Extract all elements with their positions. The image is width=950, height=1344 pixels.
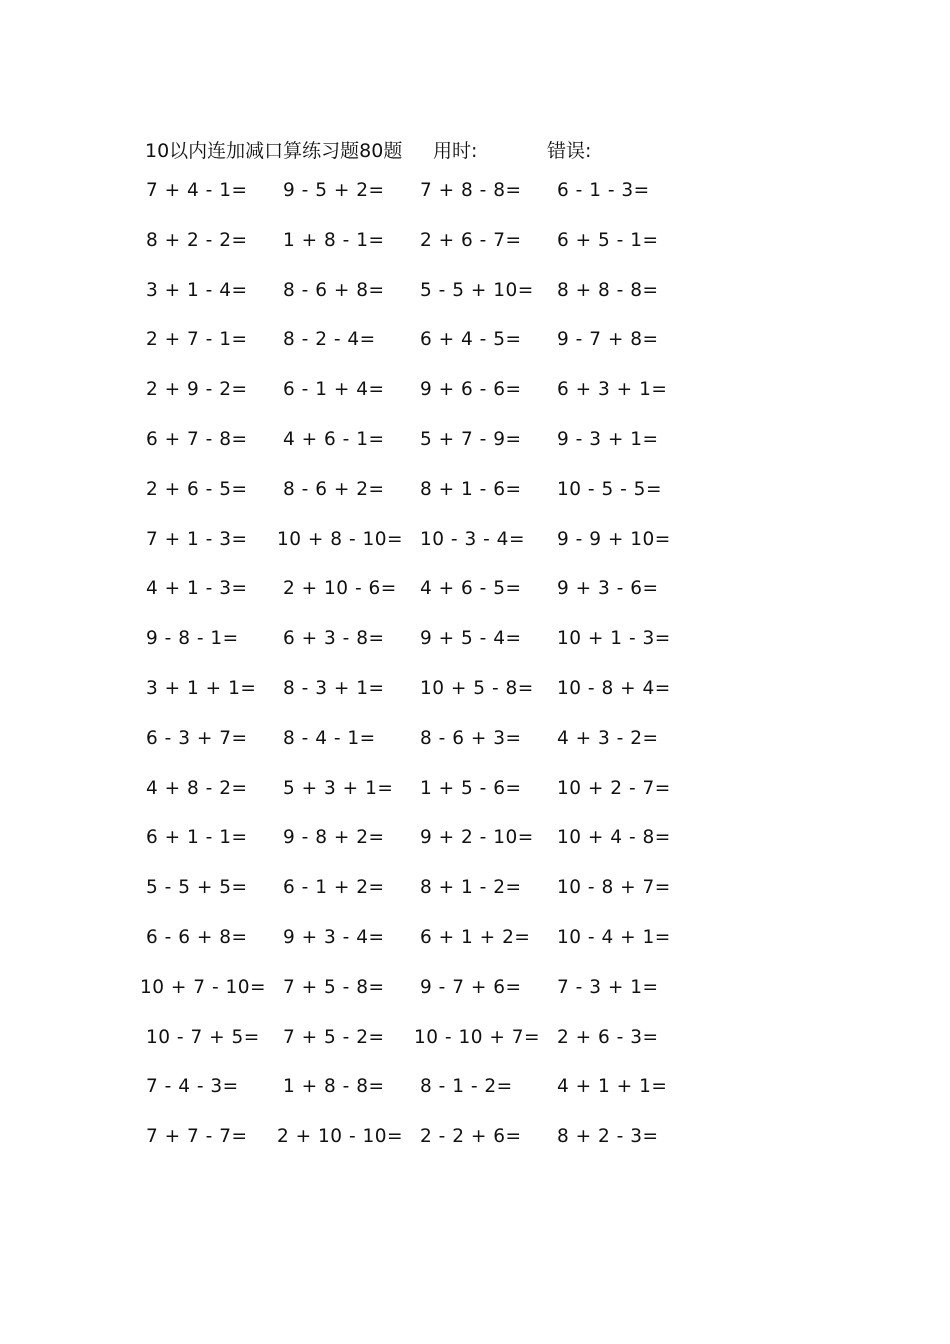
problem: 2 + 10 - 6=: [283, 578, 397, 600]
problem: 8 - 2 - 4=: [283, 329, 376, 351]
time-label: 用时:: [433, 140, 478, 162]
problem: 9 - 8 - 1=: [146, 628, 239, 650]
problem: 6 + 5 - 1=: [557, 229, 659, 251]
problem: 7 + 7 - 7=: [146, 1126, 248, 1148]
problem: 8 - 4 - 1=: [283, 727, 376, 749]
problem: 8 - 6 + 8=: [283, 279, 385, 301]
problem: 7 + 5 - 8=: [283, 976, 385, 998]
problem: 6 + 3 - 8=: [283, 628, 385, 650]
problem: 9 - 3 + 1=: [557, 428, 659, 450]
problem: 10 + 8 - 10=: [277, 528, 404, 550]
problem-grid: [140, 180, 700, 1176]
problem-row: [140, 230, 700, 280]
problem: 2 + 7 - 1=: [146, 329, 248, 351]
problem: 9 - 8 + 2=: [283, 827, 385, 849]
problem: 4 + 6 - 1=: [283, 428, 385, 450]
problem: 8 + 2 - 2=: [146, 229, 248, 251]
problem-row: [140, 329, 700, 379]
problem: 10 - 7 + 5=: [146, 1026, 260, 1048]
problem-row: [140, 529, 700, 579]
problem-row: [140, 479, 700, 529]
problem: 6 + 1 - 1=: [146, 827, 248, 849]
problem-row: [140, 977, 700, 1027]
problem: 2 + 10 - 10=: [277, 1126, 404, 1148]
problem: 9 + 2 - 10=: [420, 827, 534, 849]
problem: 10 - 8 + 4=: [557, 677, 671, 699]
problem: 7 + 1 - 3=: [146, 528, 248, 550]
problem: 10 + 1 - 3=: [557, 628, 671, 650]
problem-row: [140, 1076, 700, 1126]
problem: 8 + 1 - 2=: [420, 877, 522, 899]
problem-row: [140, 578, 700, 628]
problem: 4 + 8 - 2=: [146, 777, 248, 799]
problem-row: [140, 678, 700, 728]
problem: 2 + 6 - 5=: [146, 478, 248, 500]
problem-row: [140, 180, 700, 230]
problem-row: [140, 628, 700, 678]
problem: 10 - 3 - 4=: [420, 528, 525, 550]
problem: 7 - 4 - 3=: [146, 1076, 239, 1098]
problem: 7 - 3 + 1=: [557, 976, 659, 998]
problem: 8 - 6 + 2=: [283, 478, 385, 500]
problem: 7 + 4 - 1=: [146, 180, 248, 201]
problem: 4 + 6 - 5=: [420, 578, 522, 600]
problem: 10 + 5 - 8=: [420, 677, 534, 699]
worksheet-title: 10以内连加减口算练习题80题: [145, 140, 403, 162]
problem-row: [140, 1126, 700, 1176]
problem: 8 + 1 - 6=: [420, 478, 522, 500]
problem: 3 + 1 - 4=: [146, 279, 248, 301]
problem: 9 - 5 + 2=: [283, 180, 385, 201]
problem-row: [140, 379, 700, 429]
problem: 4 + 3 - 2=: [557, 727, 659, 749]
problem: 6 + 3 + 1=: [557, 379, 668, 401]
problem: 2 - 2 + 6=: [420, 1126, 522, 1148]
problem: 6 + 7 - 8=: [146, 428, 248, 450]
problem: 5 + 7 - 9=: [420, 428, 522, 450]
problem-row: [140, 827, 700, 877]
problem: 8 + 8 - 8=: [557, 279, 659, 301]
problem: 6 - 6 + 8=: [146, 926, 248, 948]
problem: 10 - 8 + 7=: [557, 877, 671, 899]
problem: 1 + 5 - 6=: [420, 777, 522, 799]
problem: 8 - 3 + 1=: [283, 677, 385, 699]
problem: 10 - 5 - 5=: [557, 478, 662, 500]
problem-row: [140, 280, 700, 330]
problem: 1 + 8 - 1=: [283, 229, 385, 251]
problem: 9 + 6 - 6=: [420, 379, 522, 401]
problem: 2 + 9 - 2=: [146, 379, 248, 401]
problem: 9 - 9 + 10=: [557, 528, 671, 550]
problem: 9 + 3 - 6=: [557, 578, 659, 600]
problem: 5 + 3 + 1=: [283, 777, 394, 799]
problem: 2 + 6 - 3=: [557, 1026, 659, 1048]
problem: 9 + 3 - 4=: [283, 926, 385, 948]
problem: 9 + 5 - 4=: [420, 628, 522, 650]
problem: 10 + 2 - 7=: [557, 777, 671, 799]
problem-row: [140, 728, 700, 778]
problem: 6 - 3 + 7=: [146, 727, 248, 749]
problem: 1 + 8 - 8=: [283, 1076, 385, 1098]
problem: 10 - 4 + 1=: [557, 926, 671, 948]
error-label: 错误:: [547, 140, 592, 162]
problem: 7 + 5 - 2=: [283, 1026, 385, 1048]
problem: 10 + 7 - 10=: [140, 976, 267, 998]
problem: 6 - 1 + 2=: [283, 877, 385, 899]
problem: 6 + 4 - 5=: [420, 329, 522, 351]
problem: 8 + 2 - 3=: [557, 1126, 659, 1148]
problem-row: [140, 877, 700, 927]
problem-row: [140, 429, 700, 479]
problem: 8 - 1 - 2=: [420, 1076, 513, 1098]
problem: 9 - 7 + 6=: [420, 976, 522, 998]
problem-row: [140, 778, 700, 828]
problem: 5 - 5 + 5=: [146, 877, 248, 899]
problem: 2 + 6 - 7=: [420, 229, 522, 251]
problem: 3 + 1 + 1=: [146, 677, 257, 699]
problem: 7 + 8 - 8=: [420, 180, 522, 201]
problem: 5 - 5 + 10=: [420, 279, 534, 301]
problem-row: [140, 1027, 700, 1077]
problem: 9 - 7 + 8=: [557, 329, 659, 351]
problem: 8 - 6 + 3=: [420, 727, 522, 749]
problem: 6 + 1 + 2=: [420, 926, 531, 948]
problem: 6 - 1 - 3=: [557, 180, 650, 201]
problem-row: [140, 927, 700, 977]
problem: 10 + 4 - 8=: [557, 827, 671, 849]
problem: 4 + 1 + 1=: [557, 1076, 668, 1098]
problem: 6 - 1 + 4=: [283, 379, 385, 401]
problem: 10 - 10 + 7=: [414, 1026, 541, 1048]
problem: 4 + 1 - 3=: [146, 578, 248, 600]
